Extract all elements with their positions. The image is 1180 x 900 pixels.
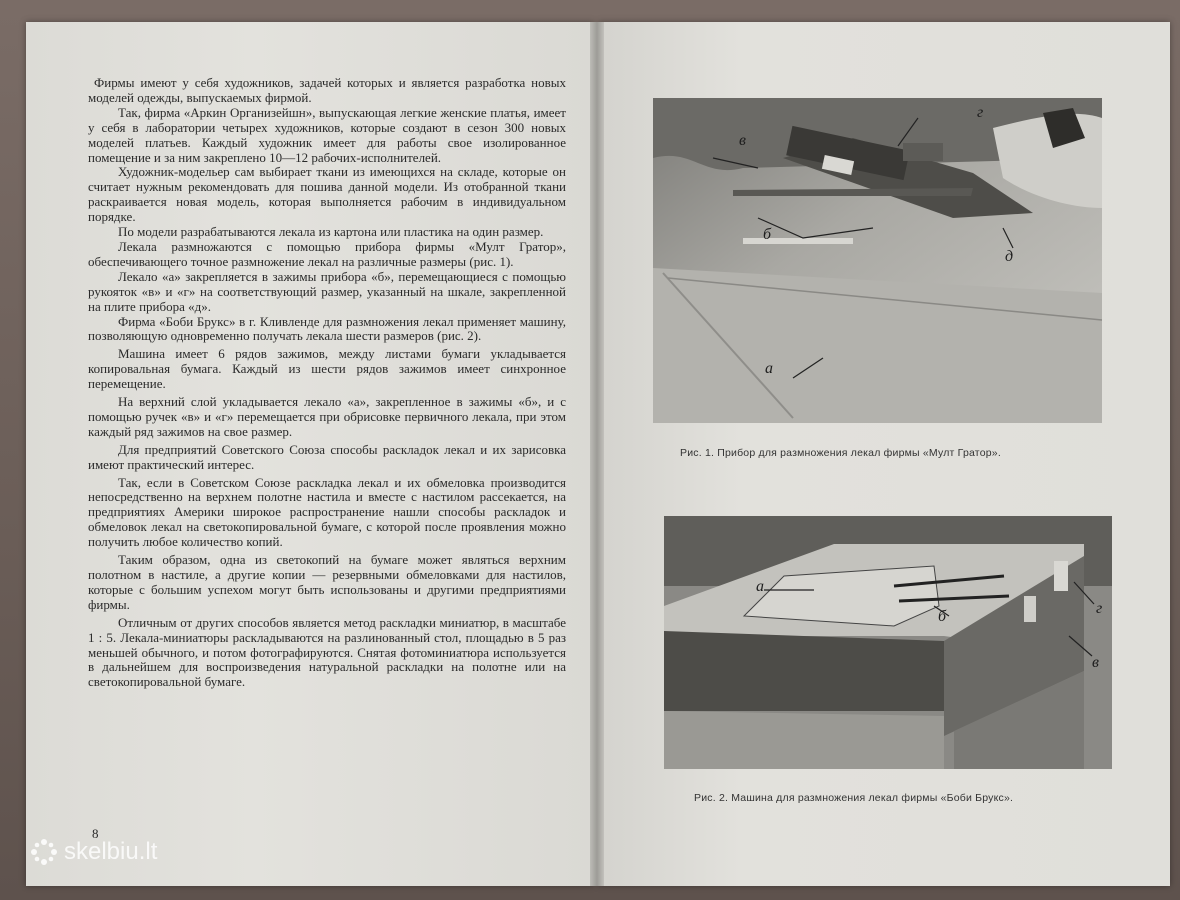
- skelbiu-logo-icon: [30, 838, 58, 866]
- page-number: 8: [92, 826, 99, 841]
- figure-2-label-a: а: [756, 578, 764, 595]
- paragraph: Фирмы имеют у себя художников, задачей которых и является разработка новых моделей одежды, выпускаемых фирмой.: [88, 75, 566, 105]
- figure-1-caption: Рис. 1. Прибор для размножения лекал фирмы «Мулт Гратор».: [680, 447, 1001, 459]
- figure-1-illustration: [653, 98, 1102, 423]
- figure-1-photo: [653, 98, 1102, 423]
- paragraph: Художник-модельер сам выбирает ткани из имеющихся на складе, которые он считает нужным рекомендовать для пошива данной модели. Из отобранной ткани раскраивается новая модель, которая выполняется рабочим в индивидуальном порядке.: [88, 164, 566, 225]
- figure-1-label-d: д: [1005, 248, 1014, 265]
- paragraph: Лекало «а» закрепляется в зажимы прибора «б», перемещающиеся с помощью рукояток «в» и «г» на соответствующий размер, указанный на шкале, закрепленной на плите прибора «д».: [88, 268, 566, 314]
- paragraph: Так, если в Советском Союзе раскладка лекал и их обмеловка производится непосредственно на верхнем полотне настила и вместе с настилом рассекается, на предприятиях Америки широкое распространение нашли способы раскладок и обмеловок лекал на светокопировальной бумаге, с которой после проявления можно получить любое количество копий.: [88, 474, 566, 550]
- figure-2-label-g: г: [1096, 600, 1103, 617]
- paragraph: Для предприятий Советского Союза способы раскладок лекал и их зарисовка имеют практический интерес.: [88, 441, 566, 472]
- figure-1-label-a: а: [765, 360, 773, 377]
- watermark-text: skelbiu.lt: [64, 838, 158, 865]
- paragraph: Лекала размножаются с помощью прибора фирмы «Мулт Гратор», обеспечивающего точное размножение лекал на различные размеры (рис. 1).: [88, 238, 566, 269]
- paragraph: Фирма «Боби Брукс» в г. Кливленде для размножения лекал применяет машину, позволяющую одновременно получать лекала шести размеров (рис. 2).: [88, 313, 566, 344]
- watermark: [30, 838, 157, 866]
- paragraph: Отличным от других способов является метод раскладки миниатюр, в масштабе 1 : 5. Лекала-миниатюры раскладываются на разлинованный стол, площадью в 5 раз меньшей обычного, и потом фотографируются. Снятая фотоминиатюра используется в дальнейшем для воспроизведения натуральной раскладки на полотне или на светокопировальной бумаге.: [88, 614, 566, 690]
- paragraph: Так, фирма «Аркин Организейшн», выпускающая легкие женские платья, имеет у себя в лаборатории четырех художников, которые создают в сезон 300 новых моделей платьев. Каждый художник имеет для работы свое изолированное помещение и за ним закреплено 10—12 рабочих-исполнителей.: [88, 104, 566, 165]
- figure-2-illustration: [664, 516, 1112, 769]
- figure-1-label-g: г: [977, 104, 984, 121]
- paragraph: По модели разрабатываются лекала из картона или пластика на один размер.: [118, 224, 544, 240]
- book-spine: [590, 22, 604, 886]
- figure-2-photo: [664, 516, 1112, 769]
- figure-1-label-b: б: [763, 226, 772, 243]
- figure-2-label-v: в: [1092, 654, 1099, 671]
- paragraph: Таким образом, одна из светокопий на бумаге может являться верхним полотном в настиле, а другие копии — резервными обмеловками для настилов, которые с большим успехом могут быть использованы и другими предприятиями фирмы.: [88, 552, 566, 612]
- paragraph: На верхний слой укладывается лекало «а», закрепленное в зажимы «б», и с помощью ручек «в» и «г» перемещается при обрисовке первичного лекала, при этом каждый ряд зажимов на свое размер.: [88, 394, 566, 439]
- figure-1-label-v: в: [739, 132, 746, 149]
- figure-2-caption: Рис. 2. Машина для размножения лекал фирмы «Боби Брукс».: [694, 792, 1014, 804]
- figure-2-label-b: б: [938, 608, 947, 625]
- paragraph: Машина имеет 6 рядов зажимов, между листами бумаги укладывается копировальная бумага. Каждый из шести рядов зажимов имеет синхронное перемещение.: [88, 346, 566, 392]
- left-page-text: [88, 76, 566, 690]
